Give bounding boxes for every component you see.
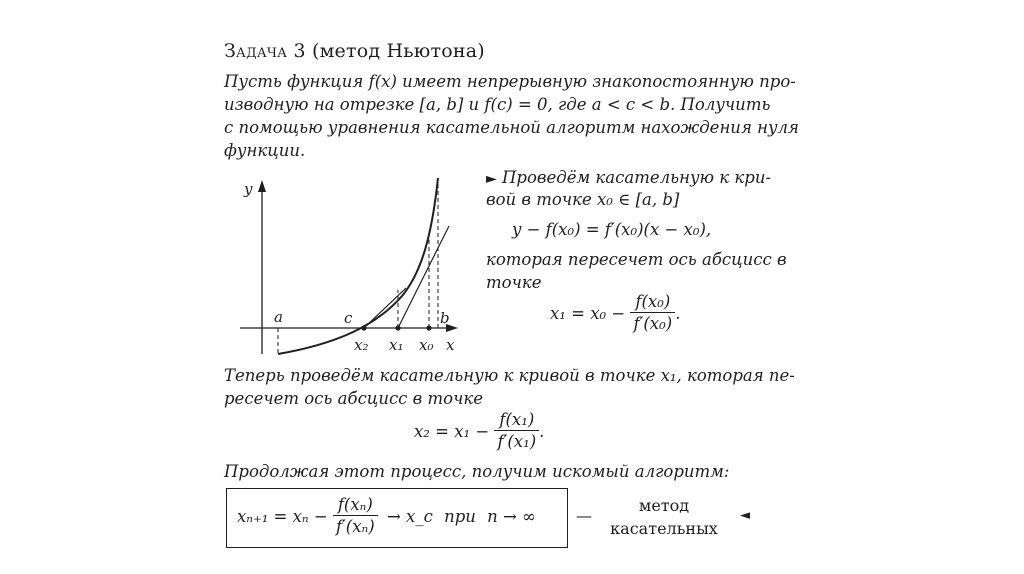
right-line-2: вой в точке x₀ ∈ [a, b] (486, 190, 680, 209)
algorithm-lhs: xₙ₊₁ = xₙ − (237, 507, 328, 526)
x2-numerator: f(x₁) (494, 410, 539, 431)
algorithm-limit: n → ∞ (487, 507, 536, 526)
point-x1 (395, 325, 400, 330)
x2-fraction (494, 410, 539, 453)
right-line-1 (486, 168, 771, 187)
newton-graph (226, 168, 466, 358)
right-line-4: точке (486, 273, 542, 292)
conclusion-line: Продолжая этот процесс, получим искомый алгоритм: (224, 462, 730, 481)
problem-line-4: функции. (224, 141, 306, 160)
right-line-3: которая пересечет ось абсцисс в (486, 250, 787, 269)
y-axis-arrow (258, 180, 266, 192)
algorithm-when: при (444, 507, 476, 526)
y-axis-label: y (244, 180, 253, 198)
method-dash: — (576, 506, 592, 525)
x-axis-label: x (446, 336, 455, 354)
method-name-line-2: касательных (610, 519, 718, 538)
algorithm-formula (237, 495, 536, 538)
algorithm-arrow: → x_c (386, 507, 433, 526)
x2-lhs: x₂ = x₁ − (414, 422, 490, 441)
x1-lhs: x₁ = x₀ − (550, 304, 626, 323)
problem-line-1: Пусть функция f(x) имеет непрерывную знакопостоянную про- (224, 72, 796, 91)
start-mark: ► (486, 171, 497, 187)
problem-title (224, 40, 485, 62)
right-line-1-text: Проведём касательную к кри- (502, 168, 772, 187)
second-line-2: ресечет ось абсцисс в точке (224, 389, 483, 408)
x1-label: x₁ (389, 336, 404, 354)
x2-end: . (539, 422, 545, 441)
c-label: c (344, 309, 353, 327)
point-x2 (361, 325, 366, 330)
a-label: a (274, 308, 283, 326)
x1-denominator: f′(x₀) (633, 314, 673, 333)
tangent-x1 (364, 288, 406, 328)
second-line-1: Теперь проведём касательную к кривой в точке x₁, которая пе- (224, 366, 795, 385)
b-label: b (440, 309, 450, 327)
algorithm-box (226, 488, 568, 548)
x1-end: . (675, 304, 681, 323)
point-x0 (426, 325, 431, 330)
algorithm-numerator: f(xₙ) (333, 495, 378, 516)
algorithm-denominator: f′(xₙ) (335, 517, 375, 536)
method-name-line-1: метод (638, 496, 690, 515)
x1-formula (550, 292, 680, 335)
algorithm-fraction (333, 495, 378, 538)
x1-numerator: f(x₀) (630, 292, 675, 313)
x2-label: x₂ (354, 336, 369, 354)
problem-line-3: с помощью уравнения касательной алгоритм нахождения нуля (224, 118, 799, 137)
x0-label: x₀ (419, 336, 434, 354)
x2-formula (414, 410, 544, 453)
tangent-equation: y − f(x₀) = f′(x₀)(x − x₀), (512, 220, 712, 239)
problem-line-2: изводную на отрезке [a, b] и f(c) = 0, где a < c < b. Получить (224, 95, 771, 114)
title-rest: 3 (метод Ньютона) (287, 40, 485, 62)
x1-fraction (630, 292, 675, 335)
title-label: Задача (224, 40, 288, 62)
end-mark: ◄ (740, 508, 750, 523)
x2-denominator: f′(x₁) (497, 432, 537, 451)
